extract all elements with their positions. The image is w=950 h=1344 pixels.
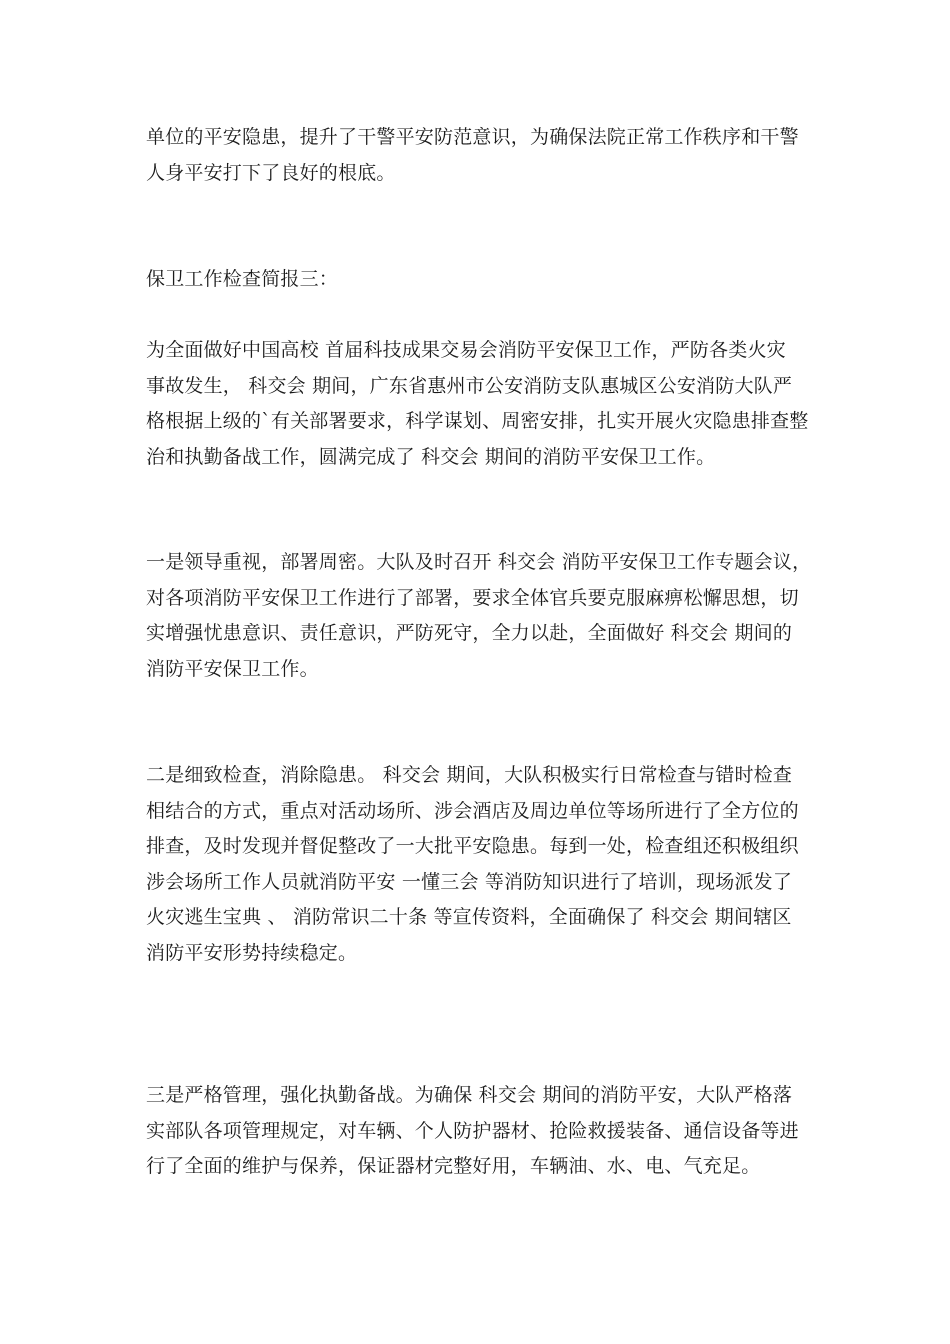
text-line: 三是严格管理，强化执勤备战。为确保 科交会 期间的消防平安，大队严格落: [146, 1084, 793, 1106]
text-line: 一是领导重视，部署周密。大队及时召开 科交会 消防平安保卫工作专题会议，: [146, 551, 812, 573]
text-line: 涉会场所工作人员就消防平安 一懂三会 等消防知识进行了培训，现场派发了: [146, 870, 793, 893]
text-line: 火灾逃生宝典 、 消防常识二十条 等宣传资料，全面确保了 科交会 期间辖区: [146, 906, 792, 928]
text-line: 对各项消防平安保卫工作进行了部署，要求全体官兵要克服麻痹松懈思想，切: [146, 586, 799, 609]
text-line: 二是细致检查，消除隐患。 科交会 期间，大队积极实行日常检查与错时检查: [146, 764, 793, 786]
text-line: 单位的平安隐患，提升了干警平安防范意识，为确保法院正常工作秩序和干警: [146, 126, 799, 148]
text-line: 实增强忧患意识、责任意识，严防死守，全力以赴，全面做好 科交会 期间的: [146, 622, 793, 644]
paragraph-2: [146, 333, 826, 475]
paragraph-4: [146, 758, 826, 971]
text-line: 消防平安保卫工作。: [146, 657, 319, 680]
text-line: 消防平安形势持续稳定。: [146, 941, 358, 964]
text-line: 人身平安打下了良好的根底。: [146, 161, 396, 184]
paragraph-5: [146, 1078, 826, 1185]
paragraph-3: [146, 545, 826, 687]
heading-line: 保卫工作检查简报三：: [146, 268, 339, 290]
text-line: 治和执勤备战工作，圆满完成了 科交会 期间的消防平安保卫工作。: [146, 445, 716, 468]
text-line: 格根据上级的`有关部署要求，科学谋划、周密安排，扎实开展火灾隐患排查整: [146, 410, 809, 432]
text-line: 行了全面的维护与保养，保证器材完整好用，车辆油、水、电、气充足。: [146, 1155, 761, 1177]
paragraph-1: [146, 120, 826, 191]
text-line: 事故发生， 科交会 期间，广东省惠州市公安消防支队惠城区公安消防大队严: [146, 374, 793, 397]
text-line: 实部队各项管理规定，对车辆、个人防护器材、抢险救援装备、通信设备等进: [146, 1119, 799, 1142]
text-line: 排查，及时发现并督促整改了一大批平安隐患。每到一处，检查组还积极组织: [146, 835, 799, 857]
section-heading: [146, 262, 826, 298]
text-line: 相结合的方式，重点对活动场所、涉会酒店及周边单位等场所进行了全方位的: [146, 799, 799, 822]
text-line: 为全面做好中国高校 首届科技成果交易会消防平安保卫工作，严防各类火灾: [146, 339, 786, 361]
